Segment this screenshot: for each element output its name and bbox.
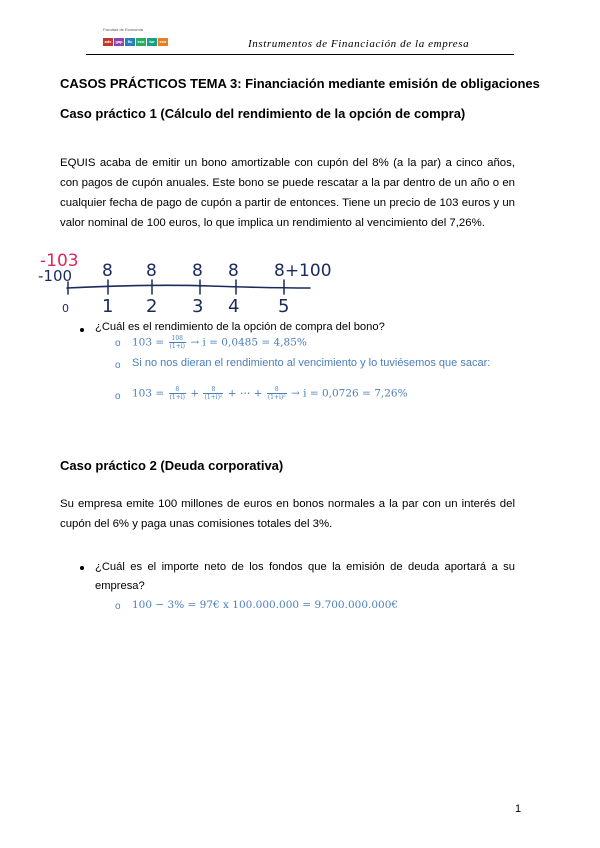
flow-2: 8 — [146, 261, 157, 281]
case2-title: Caso práctico 2 (Deuda corporativa) — [60, 458, 284, 473]
case2-answer: 100 − 3% = 97€ x 100.000.000 = 9.700.000.000€ — [132, 599, 399, 611]
sub-bullet-2: o — [115, 360, 121, 371]
case1-title: Caso práctico 1 (Cálculo del rendimiento de la opción de compra) — [60, 106, 466, 121]
a1-frac-den: (1+i) — [169, 343, 185, 350]
handwritten-cashflow-timeline — [30, 248, 350, 318]
a3-rhs: → i = 0,0726 = 7,26% — [291, 387, 408, 400]
a3-lhs: 103 = — [132, 387, 165, 400]
flow-1: 8 — [102, 261, 113, 281]
case1-answer-1 — [132, 335, 307, 350]
handwritten-nominal: -100 — [38, 267, 73, 285]
logo-block-ade: ade — [104, 39, 112, 44]
a3-term-2-den: (1+i)² — [204, 394, 223, 401]
handwritten-flows — [102, 261, 332, 281]
bullet-dot — [80, 328, 84, 332]
a3-term-1 — [169, 386, 186, 401]
page-number: 1 — [515, 803, 522, 815]
case2-question: ¿Cuál es el importe neto de los fondos que la emisión de deuda aportará a su empresa? — [95, 561, 515, 592]
case1-paragraph: EQUIS acaba de emitir un bono amortizable con cupón del 8% (a la par) a cinco años, con pagos de cupón anuales. Este bono se puede rescatar a la par dentro de un año o en cualquier fecha de pago de cupón a partir de entonces. Tiene un precio de 103 euros y un valor nominal de 100 euros, lo que implica un rendimiento al vencimiento del 7,26%. — [60, 157, 515, 229]
flow-4: 8 — [228, 261, 239, 281]
page-title: CASOS PRÁCTICOS TEMA 3: Financiación mediante emisión de obligaciones — [60, 76, 540, 91]
document-header-title: Instrumentos de Financiación de la empresa — [248, 38, 470, 50]
a3-dots: + ⋯ + — [227, 387, 263, 400]
period-5: 5 — [278, 296, 290, 317]
sub-bullet-3: o — [115, 391, 121, 402]
case1-question: ¿Cuál es el rendimiento de la opción de compra del bono? — [95, 321, 385, 333]
timeline-axis — [67, 285, 310, 288]
a3-plus: + — [190, 387, 200, 400]
bullet-dot — [80, 566, 84, 570]
logo-block-tur: tur — [147, 38, 157, 46]
flow-3: 8 — [192, 261, 203, 281]
logo-block-gap: gap — [115, 39, 123, 44]
a3-term-3-den: (1+i)⁵ — [267, 394, 286, 401]
handwritten-periods — [62, 296, 289, 317]
logo-block-eco: eco — [137, 39, 145, 44]
a3-term-2-num: 8 — [203, 386, 223, 394]
a3-term-1-num: 8 — [169, 386, 186, 394]
logo-title: Facultad de Economía — [103, 27, 144, 32]
case2-paragraph: Su empresa emite 100 millones de euros en bonos normales a la par con un interés del cupón del 6% y paga unas comisiones totales del 3%. — [60, 498, 515, 530]
a3-term-3-num: 8 — [267, 386, 287, 394]
logo-blocks — [103, 38, 169, 46]
header-divider — [86, 54, 514, 55]
a1-rhs: → i = 0,0485 = 4,85% — [190, 336, 307, 349]
a1-lhs: 103 = — [132, 336, 165, 349]
period-2: 2 — [146, 296, 158, 317]
logo-block-fic: fic — [125, 38, 135, 46]
logo-block-eco: eco — [159, 39, 167, 44]
sub-bullet-4: o — [115, 601, 121, 612]
period-4: 4 — [228, 296, 240, 317]
a3-term-3 — [267, 386, 287, 401]
sub-bullet-1: o — [115, 338, 121, 349]
a1-frac-num: 108 — [169, 335, 186, 343]
flow-5: 8+100 — [274, 261, 332, 281]
a1-fraction — [169, 335, 186, 350]
a3-term-2 — [203, 386, 223, 401]
faculty-logo — [103, 27, 183, 52]
period-0: 0 — [62, 302, 69, 315]
handwritten-red-price: -103 — [40, 251, 79, 271]
period-1: 1 — [102, 296, 114, 317]
period-3: 3 — [192, 296, 204, 317]
case1-answer-3 — [132, 386, 408, 401]
a3-term-1-den: (1+i) — [169, 394, 185, 401]
case1-answer-2: Si no nos dieran el rendimiento al vencimiento y lo tuviésemos que sacar: — [132, 357, 491, 369]
